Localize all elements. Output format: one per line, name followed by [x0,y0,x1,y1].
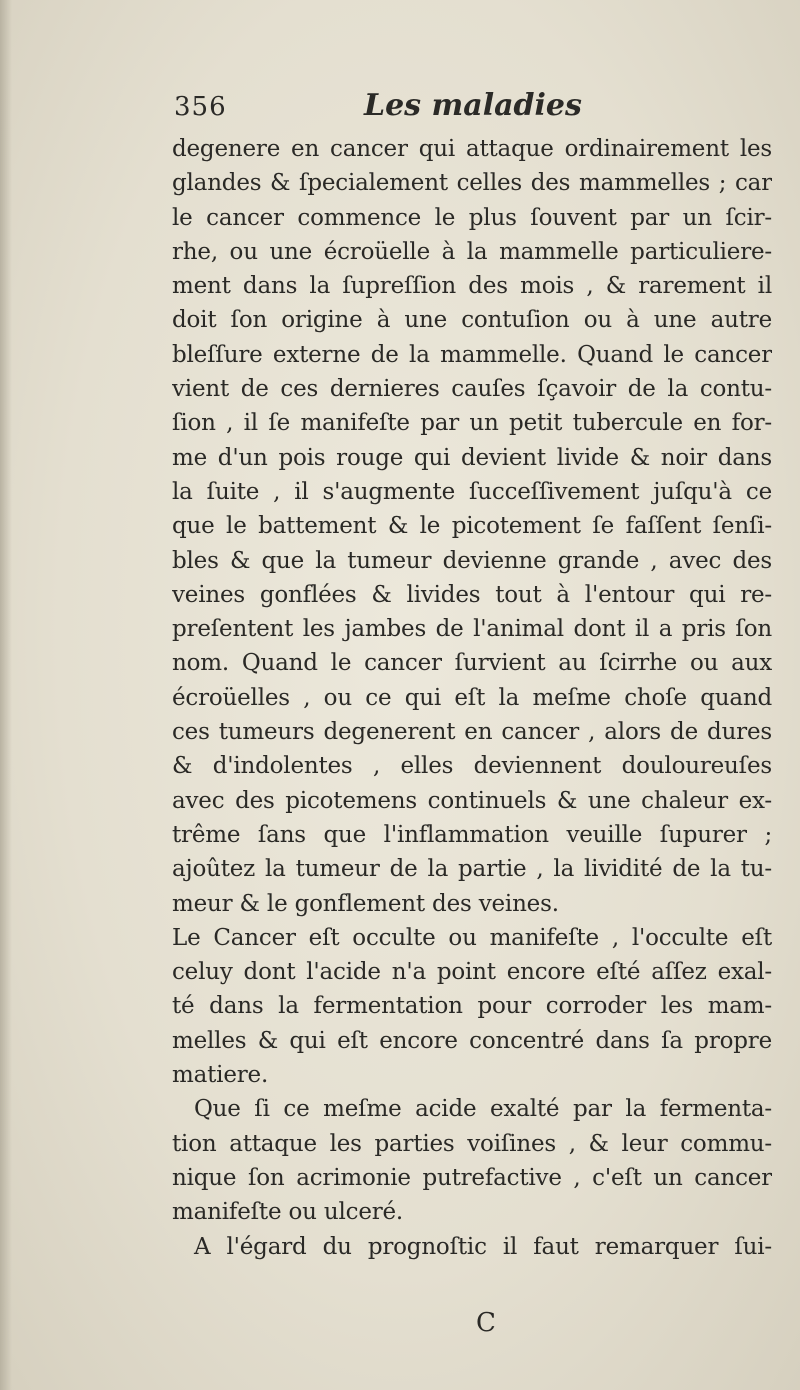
text-line: bleſſure externe de la mammelle. Quand le cancer [172,341,772,368]
text-line: que le battement & le picotement ſe faſſent ſenſi- [172,513,772,540]
text-line: celuy dont l'acide n'a point encore eſté aſſez exal- [172,959,772,986]
body-text [172,132,772,1264]
text-line: me d'un pois rouge qui devient livide & noir dans [172,444,772,471]
text-line: ces tumeurs degenerent en cancer , alors de dures [172,719,772,746]
text-line: melles & qui eſt encore concentré dans ſa propre [172,1027,772,1054]
text-line: A l'égard du prognoſtic il faut remarquer ſui- [194,1233,772,1260]
text-line: manifeſte ou ulceré. [172,1199,404,1226]
text-line: avec des picotemens continuels & une chaleur ex- [172,787,772,814]
text-line: nique ſon acrimonie putrefactive , c'eſt un cancer [172,1164,772,1191]
running-title: Les maladies [364,88,582,123]
text-line: trême ſans que l'inflammation veuille ſupurer ; [172,821,772,848]
text-line: degenere en cancer qui attaque ordinairement les [172,136,772,162]
text-line: & d'indolentes , elles deviennent douloureuſes [172,753,772,780]
text-line: le cancer commence le plus ſouvent par un ſcir- [172,204,772,231]
text-line: matiere. [172,1062,269,1089]
text-line: écroüelles , ou ce qui eſt la meſme choſe quand [172,684,772,711]
text-line: té dans la fermentation pour corroder les mam- [172,993,772,1020]
text-line: la ſuite , il s'augmente ſucceſſivement juſqu'à ce [172,478,772,505]
signature-mark: C [476,1308,496,1338]
text-line: Que ſi ce meſme acide exalté par la fermenta- [194,1096,772,1123]
text-line: nom. Quand le cancer ſurvient au ſcirrhe ou aux [172,650,772,677]
page-gutter-shadow [0,0,12,1390]
text-line: bles & que la tumeur devienne grande , avec des [172,547,772,574]
text-line: meur & le gonflement des veines. [172,890,559,917]
text-line: preſentent les jambes de l'animal dont il a pris ſon [172,616,772,643]
page-header [174,88,594,128]
text-line: vient de ces dernieres cauſes ſçavoir de la contu- [172,376,772,403]
text-line: veines gonflées & livides tout à l'entour qui re- [172,581,772,608]
text-line: Le Cancer eſt occulte ou manifeſte , l'occulte eſt [172,924,772,951]
text-line: doit ſon origine à une contuſion ou à une autre [172,307,772,334]
text-line: glandes & ſpecialement celles des mammelles ; car [172,170,772,197]
text-line: ment dans la ſupreſſion des mois , & rarement il [172,273,772,300]
text-line: ſion , il ſe manifeſte par un petit tubercule en for- [172,410,772,437]
text-line: tion attaque les parties voiſines , & leur commu- [172,1130,772,1157]
text-line: ajoûtez la tumeur de la partie , la lividité de la tu- [172,856,772,883]
page-number: 356 [174,92,227,122]
text-line: rhe, ou une écroüelle à la mammelle particuliere- [172,238,772,265]
